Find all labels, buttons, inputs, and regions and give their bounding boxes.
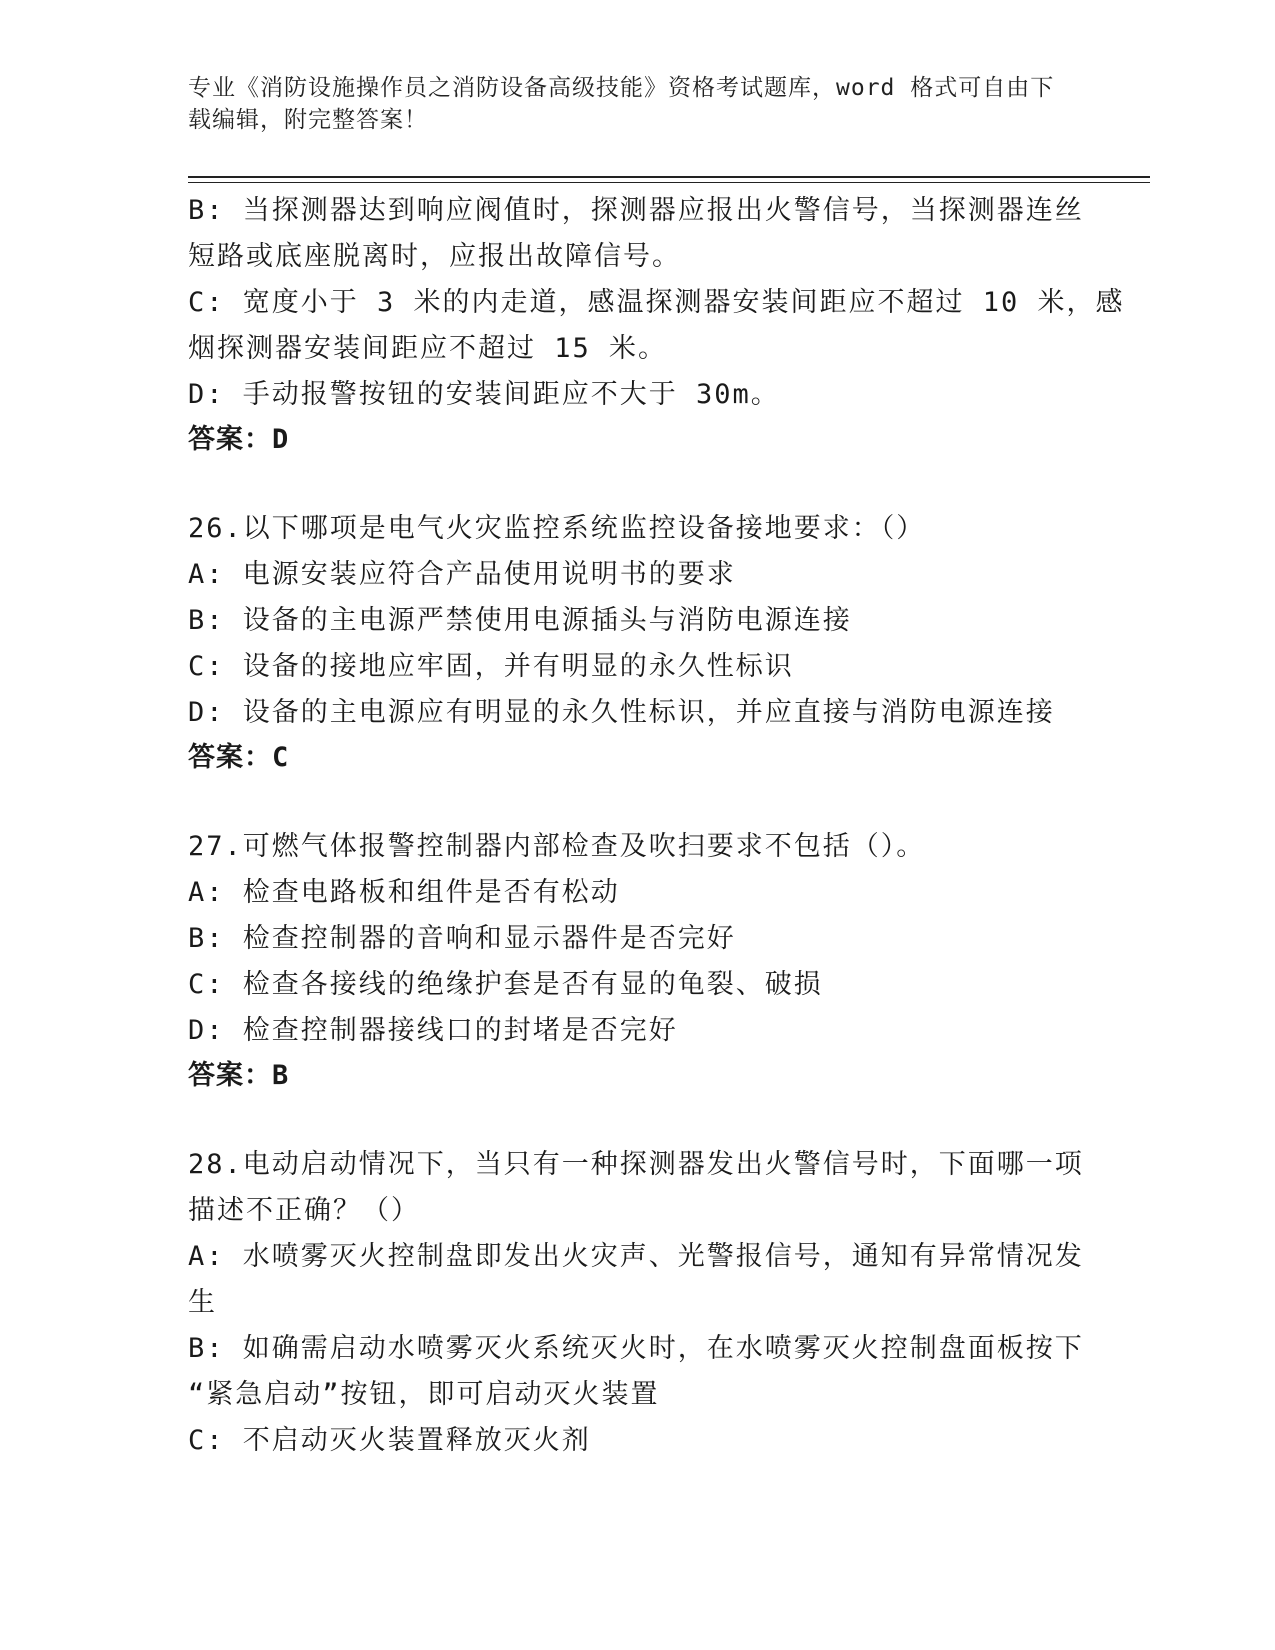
option-b: B: 如确需启动水喷雾灭火系统灭火时，在水喷雾灭火控制盘面板按下 <box>188 1333 1084 1364</box>
option-line: D: 手动报警按钮的安装间距应不大于 30m。 <box>188 379 780 410</box>
header-line-2: 载编辑，附完整答案！ <box>188 107 428 133</box>
spacer <box>188 1098 1068 1142</box>
option-a-continued: 生 <box>188 1287 217 1318</box>
question-25-tail <box>188 188 1125 462</box>
option-a: A: 电源安装应符合产品使用说明书的要求 <box>188 559 736 590</box>
question-stem: 27.可燃气体报警控制器内部检查及吹扫要求不包括（）。 <box>188 831 926 862</box>
question-28 <box>188 1142 1084 1464</box>
header-rule-thick <box>188 176 1150 178</box>
option-line: C: 宽度小于 3 米的内走道，感温探测器安装间距应不超过 10 米，感 <box>188 287 1125 318</box>
option-c: C: 设备的接地应牢固，并有明显的永久性标识 <box>188 651 794 682</box>
answer-line: 答案：C <box>188 742 290 773</box>
question-27 <box>188 824 1068 1098</box>
option-a: A: 水喷雾灭火控制盘即发出火灾声、光警报信号，通知有异常情况发 <box>188 1241 1084 1272</box>
option-d: D: 检查控制器接线口的封堵是否完好 <box>188 1015 678 1046</box>
header-line-1: 专业《消防设施操作员之消防设备高级技能》资格考试题库，word 格式可自由下 <box>188 75 1055 101</box>
option-b: B: 设备的主电源严禁使用电源插头与消防电源连接 <box>188 605 852 636</box>
option-b: B: 检查控制器的音响和显示器件是否完好 <box>188 923 736 954</box>
question-content <box>188 188 1125 1464</box>
document-header <box>188 72 1088 136</box>
option-a: A: 检查电路板和组件是否有松动 <box>188 877 620 908</box>
question-stem: 26.以下哪项是电气火灾监控系统监控设备接地要求：（） <box>188 513 926 544</box>
question-stem-continued: 描述不正确？（） <box>188 1195 420 1226</box>
option-line: 烟探测器安装间距应不超过 15 米。 <box>188 333 668 364</box>
option-b-continued: “紧急启动”按钮，即可启动灭火装置 <box>188 1379 660 1410</box>
answer-line: 答案：D <box>188 424 290 455</box>
spacer <box>188 462 1068 506</box>
question-26 <box>188 506 1068 780</box>
answer-line: 答案：B <box>188 1060 290 1091</box>
option-line: B: 当探测器达到响应阀值时，探测器应报出火警信号，当探测器连丝 <box>188 195 1084 226</box>
option-c: C: 检查各接线的绝缘护套是否有显的龟裂、破损 <box>188 969 823 1000</box>
option-line: 短路或底座脱离时，应报出故障信号。 <box>188 241 681 272</box>
option-c: C: 不启动灭火装置释放灭火剂 <box>188 1425 591 1456</box>
spacer <box>188 780 1068 824</box>
question-stem: 28.电动启动情况下，当只有一种探测器发出火警信号时，下面哪一项 <box>188 1149 1084 1180</box>
option-d: D: 设备的主电源应有明显的永久性标识，并应直接与消防电源连接 <box>188 697 1055 728</box>
header-rule-thin <box>188 182 1150 183</box>
